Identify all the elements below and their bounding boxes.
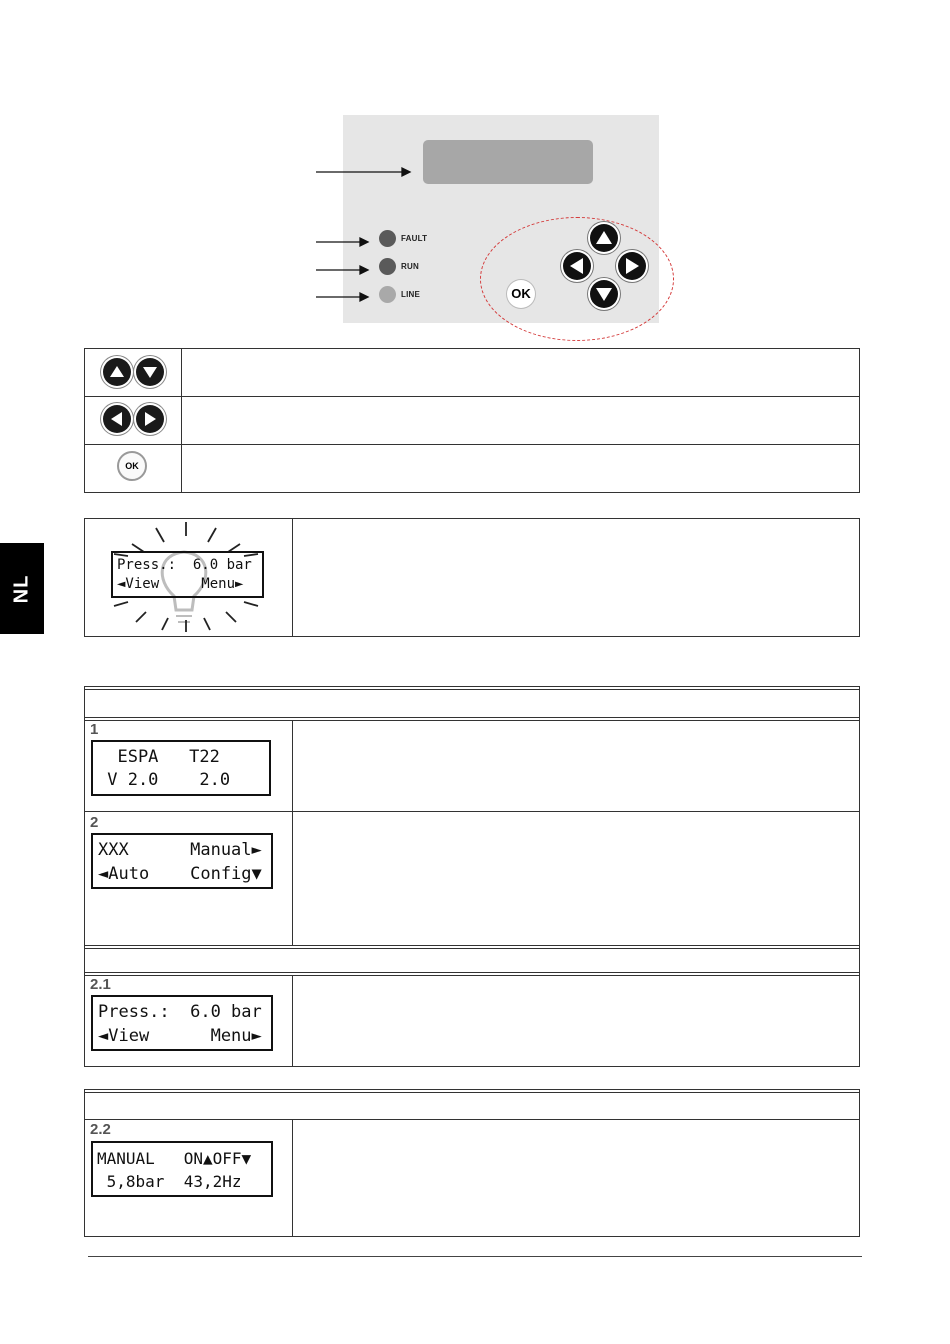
lcd-line-1: ESPA T22 — [97, 747, 220, 767]
table-row-ok — [85, 444, 859, 492]
step-number: 1 — [90, 721, 99, 738]
lcd-line-2: 5,8bar 43,2Hz — [97, 1172, 242, 1191]
arrow-down-icon — [136, 358, 164, 386]
lcd-screen-step-2 — [91, 833, 273, 889]
lcd-screen-step-1 — [91, 740, 271, 796]
table-row-left-right — [85, 396, 859, 445]
right-button — [136, 405, 164, 433]
arrow-line-icon — [360, 293, 368, 301]
lcd-line-1: MANUAL ON▲OFF▼ — [97, 1149, 252, 1168]
step-number: 2 — [90, 814, 99, 831]
language-tab-label: NL — [10, 574, 33, 603]
arrow-right-icon — [136, 405, 164, 433]
tip-lcd-line-1: Press.: 6.0 bar — [117, 557, 252, 573]
ok-key[interactable]: OK — [507, 280, 535, 308]
line-led-label: LINE — [401, 290, 421, 299]
ok-button: OK — [117, 451, 147, 481]
lcd-line-2: V 2.0 2.0 — [97, 770, 231, 790]
fault-led-label: FAULT — [401, 234, 428, 243]
lcd-line-1: XXX Manual► — [98, 840, 262, 860]
left-button — [103, 405, 131, 433]
tip-lcd-screen — [111, 551, 264, 598]
lcd-screen-step-2-2 — [91, 1141, 273, 1197]
footer-rule — [88, 1256, 862, 1257]
step-number: 2.1 — [90, 976, 111, 993]
tip-lcd-line-2: ◄View Menu► — [117, 576, 244, 592]
lcd-line-2: ◄View Menu► — [98, 1026, 262, 1046]
step-number: 2.2 — [90, 1121, 111, 1138]
run-led-label: RUN — [401, 262, 419, 271]
arrow-up-icon — [103, 358, 131, 386]
arrow-left-icon — [103, 405, 131, 433]
lcd-display-window — [423, 140, 593, 184]
down-button — [136, 358, 164, 386]
table-row-up-down — [85, 349, 859, 397]
keys-highlight-ellipse — [480, 217, 674, 341]
up-button — [103, 358, 131, 386]
button-function-table — [84, 348, 860, 493]
callout-arrows — [310, 160, 420, 310]
arrow-fault-icon — [360, 238, 368, 246]
language-tab — [0, 543, 44, 634]
lcd-line-2: ◄Auto Config▼ — [98, 864, 262, 884]
arrow-display-icon — [402, 168, 410, 176]
lcd-screen-step-2-1 — [91, 995, 273, 1051]
lcd-line-1: Press.: 6.0 bar — [98, 1002, 262, 1022]
arrow-run-icon — [360, 266, 368, 274]
